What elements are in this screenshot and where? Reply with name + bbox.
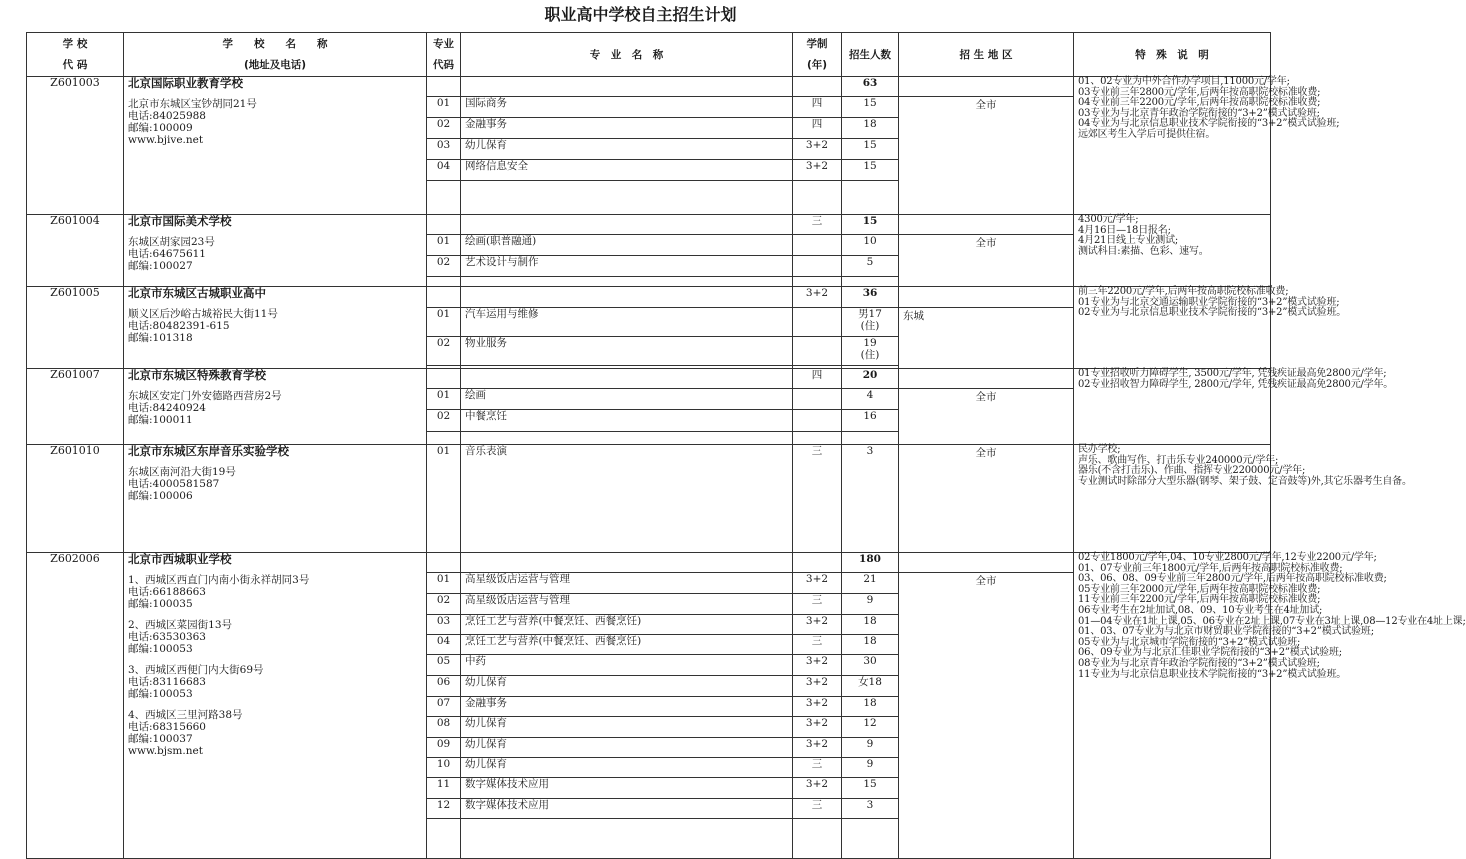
header-school-code: 学 校 代 码 [27,33,124,77]
major-duration: 三 [793,635,842,655]
major-enrollment [842,410,899,432]
major-enrollment [842,235,899,256]
major-duration: 3+2 [793,697,842,717]
school-total-row [27,77,1271,97]
school-address-line: 东城区南河沿大街19号 [128,466,236,478]
school-address-line: 邮编:100037 [128,733,193,745]
note-line: 02专业为与北京信息职业技术学院衔接的“3+2”模式试验班。 [1078,307,1347,319]
region-empty [899,77,1074,97]
major-code: 02 [427,594,461,615]
major-enrollment [842,97,899,118]
major-duration: 3+2 [793,160,842,181]
note-line: 01—04专业在1址上课,05、06专业在2址上课,07专业在3址上课,08—12专业在4址上课; [1078,615,1466,627]
school-address-line: 电话:84025988 [128,110,206,122]
school-address-line: 邮编:100027 [128,260,193,272]
major-code-empty [427,77,461,97]
school-name: 北京国际职业教育学校 [128,76,243,90]
major-duration [793,235,842,256]
major-enrollment [842,445,899,553]
school-notes [1074,215,1271,287]
filler-cell [842,819,899,859]
major-enrollment [842,799,899,819]
major-code: 02 [427,118,461,139]
major-name: 烹饪工艺与营养(中餐烹饪、西餐烹饪) [461,635,793,655]
total-enrollment: 180 [842,553,899,573]
major-code: 04 [427,160,461,181]
school-address-line: 邮编:100053 [128,643,193,655]
school-name: 北京市西城职业学校 [128,552,232,566]
school-address-line: 电话:64675611 [128,248,206,260]
spacer [128,381,422,390]
major-name-empty [461,215,793,235]
school-notes [1074,444,1412,553]
note-line: 11专业为与北京信息职业技术学院衔接的“3+2”模式试验班。 [1078,668,1347,680]
total-enrollment: 63 [842,77,899,97]
total-enrollment: 36 [842,287,899,308]
spacer [128,89,422,98]
major-enrollment [842,676,899,697]
note-line: 04专业前三年2200元/学年,后两年按高职院校标准收费; [1078,97,1321,109]
note-line: 01、02专业为中外合作办学项目,11000元/学年; [1078,76,1290,87]
major-code: 01 [427,97,461,118]
major-code: 03 [427,139,461,160]
major-name-empty [461,553,793,573]
major-code: 02 [427,337,461,366]
major-name: 音乐表演 [461,445,793,553]
enrollment-region: 全市 [899,97,1074,215]
school-address-line: 3、西城区西便门内大街69号 [128,664,264,676]
major-duration: 三 [793,445,842,553]
filler-cell [427,819,461,859]
header-notes: 特 殊 说 明 [1074,33,1271,77]
note-line: 测试科目:素描、色彩、速写。 [1078,245,1209,257]
major-code: 01 [427,235,461,256]
major-name: 绘画 [461,389,793,410]
major-enrollment [842,573,899,594]
spacer [128,299,422,308]
spacer [128,610,422,619]
major-name: 绘画(职普融通) [461,235,793,256]
enrollment-count: 15 [863,97,877,109]
school-address-line: 电话:84240924 [128,402,206,414]
major-name: 幼儿保育 [461,139,793,160]
major-code: 10 [427,758,461,778]
major-duration: 3+2 [793,655,842,676]
enrollment-count: 4 [866,389,874,401]
school-address-line: 4、西城区三里河路38号 [128,709,243,721]
note-line: 专业测试时除部分大型乐器(钢琴、架子鼓、定音鼓等)外,其它乐器考生自备。 [1078,475,1412,487]
enrollment-count: 15 [863,160,877,172]
major-enrollment [842,389,899,410]
filler-cell [842,432,899,445]
filler-cell [842,277,899,287]
major-duration: 3+2 [793,738,842,758]
note-line: 民办学校; [1078,444,1121,455]
major-enrollment [842,655,899,676]
school-code: Z601004 [27,215,124,287]
major-code-empty [427,553,461,573]
major-enrollment [842,635,899,655]
major-code: 01 [427,573,461,594]
total-enrollment: 15 [842,215,899,235]
major-duration: 3+2 [793,676,842,697]
enrollment-count: 9 [866,594,874,606]
major-enrollment [842,337,899,366]
major-code: 03 [427,615,461,635]
note-line: 01、03、07专业为与北京市财贸职业学院衔接的“3+2”模式试验班; [1078,626,1374,638]
major-name: 中药 [461,655,793,676]
boarding-note: (住) [860,320,880,332]
note-line: 04专业为与北京信息职业技术学院衔接的“3+2”模式试验班; [1078,118,1340,130]
school-address-line: 邮编:101318 [128,332,193,344]
note-line: 11专业前三年2200元/学年,后两年按高职院校标准收费; [1078,594,1321,606]
note-line: 06、09专业为与北京汇佳职业学院衔接的“3+2”模式试验班; [1078,647,1342,659]
school-code: Z601003 [27,77,124,215]
major-code: 12 [427,799,461,819]
major-duration: 3+2 [793,573,842,594]
school-address-line: 电话:63530363 [128,631,206,643]
major-duration [793,256,842,277]
school-address-line: 邮编:100011 [128,414,193,426]
note-line: 03专业为与北京青年政治学院衔接的“3+2”模式试验班; [1078,107,1320,119]
region-empty [899,553,1074,573]
school-name: 北京市东城区古城职业高中 [128,286,266,300]
total-duration [793,553,842,573]
major-duration [793,410,842,432]
filler-cell [427,432,461,445]
school-total-row [27,287,1271,308]
major-name: 金融事务 [461,697,793,717]
note-line: 06专业考生在2址加试,08、09、10专业考生在4址加试; [1078,604,1323,616]
major-duration: 3+2 [793,139,842,160]
enrollment-count: 18 [863,697,877,709]
header-enrollment: 招生人数 [842,33,899,77]
major-enrollment [842,308,899,337]
school-address-line: 北京市东城区宝钞胡同21号 [128,98,257,110]
enrollment-count: 16 [863,410,877,422]
enrollment-count: 18 [863,635,877,647]
school-address-line: 顺义区后沙峪古城裕民大街11号 [128,308,278,320]
note-line: 4月16日—18日报名; [1078,224,1171,236]
school-address-line: 电话:4000581587 [128,478,220,490]
total-duration: 四 [793,369,842,389]
major-name: 幼儿保育 [461,717,793,738]
major-duration: 3+2 [793,615,842,635]
enrollment-count: 18 [863,118,877,130]
note-line: 声乐、歌曲写作、打击乐专业240000元/学年; [1078,454,1279,466]
school-info [124,287,427,369]
major-code: 01 [427,445,461,553]
total-enrollment: 20 [842,369,899,389]
spacer [128,655,422,664]
enrollment-region: 东城 [899,308,1074,369]
enrollment-count: 30 [863,655,877,667]
filler-cell [461,277,793,287]
school-address-line: 邮编:100053 [128,688,193,700]
major-enrollment [842,139,899,160]
spacer [128,565,422,574]
major-enrollment [842,778,899,799]
header-region: 招 生 地 区 [899,33,1074,77]
school-notes [1074,76,1340,215]
major-enrollment [842,717,899,738]
major-code-empty [427,369,461,389]
enrollment-region: 全市 [899,389,1074,445]
table-header-row [27,33,1271,77]
filler-cell [793,819,842,859]
major-enrollment [842,615,899,635]
major-duration: 三 [793,594,842,615]
spacer [128,457,422,466]
major-name-empty [461,287,793,308]
major-code: 01 [427,389,461,410]
school-total-row [27,369,1271,389]
major-enrollment [842,758,899,778]
major-name: 数字媒体技术应用 [461,778,793,799]
school-info [124,553,427,859]
enrollment-count: 10 [863,235,877,247]
header-major-name: 专 业 名 称 [461,33,793,77]
school-name: 北京市东城区特殊教育学校 [128,368,266,382]
spacer [128,700,422,709]
school-code: Z601010 [27,445,124,553]
header-duration: 学制 (年) [793,33,842,77]
major-duration: 3+2 [793,778,842,799]
school-info [124,445,427,553]
filler-cell [793,277,842,287]
major-duration: 三 [793,758,842,778]
filler-cell [427,181,461,215]
filler-cell [461,819,793,859]
major-duration: 四 [793,97,842,118]
total-duration: 3+2 [793,287,842,308]
school-name: 北京市东城区东岸音乐实验学校 [128,444,289,458]
school-code: Z601005 [27,287,124,369]
major-code: 02 [427,256,461,277]
school-code: Z602006 [27,553,124,859]
major-name: 数字媒体技术应用 [461,799,793,819]
total-duration: 三 [793,215,842,235]
major-name: 高星级饭店运营与管理 [461,573,793,594]
note-line: 前三年2200元/学年,后两年按高职院校标准收费; [1078,286,1289,297]
major-name: 国际商务 [461,97,793,118]
note-line: 02专业招收智力障碍学生, 2800元/学年, 凭残疾证最高免2800元/学年。 [1078,378,1394,390]
school-address-line: 东城区安定门外安德路西营房2号 [128,390,282,402]
enrollment-count: 3 [866,445,874,457]
school-address-line: 2、西城区菜园街13号 [128,619,233,631]
filler-cell [461,432,793,445]
major-code: 11 [427,778,461,799]
note-line: 01专业招收听力障碍学生, 3500元/学年, 凭残疾证最高免2800元/学年; [1078,368,1387,379]
school-info [124,369,427,445]
major-duration: 三 [793,799,842,819]
major-name: 烹饪工艺与营养(中餐烹饪、西餐烹饪) [461,615,793,635]
enrollment-plan-table [26,32,1466,859]
school-address-line: 东城区胡家园23号 [128,236,215,248]
school-name: 北京市国际美术学校 [128,214,232,228]
region-empty [899,287,1074,308]
major-duration [793,308,842,337]
major-code: 04 [427,635,461,655]
enrollment-region: 全市 [899,235,1074,287]
enrollment-count: 女18 [858,676,882,688]
school-address-line: 邮编:100009 [128,122,193,134]
enrollment-region: 全市 [899,573,1074,859]
major-code-empty [427,215,461,235]
spacer [128,227,422,236]
enrollment-count: 15 [863,778,877,790]
school-address-line: 1、西城区西直门内南小街永祥胡同3号 [128,574,310,586]
school-address-line: 电话:66188663 [128,586,206,598]
filler-cell [793,432,842,445]
school-address-line: 邮编:100035 [128,598,193,610]
filler-cell [842,181,899,215]
total-duration [793,77,842,97]
school-address-line: 邮编:100006 [128,490,193,502]
major-enrollment [842,256,899,277]
note-line: 01专业为与北京交通运输职业学院衔接的“3+2”模式试验班; [1078,296,1340,308]
major-code: 08 [427,717,461,738]
filler-cell [461,181,793,215]
enrollment-count: 9 [866,758,874,770]
school-notes [1074,552,1466,859]
page-title: 职业高中学校自主招生计划 [544,5,737,24]
enrollment-count: 21 [863,573,877,585]
note-line: 远郊区考生入学后可提供住宿。 [1078,128,1216,140]
enrollment-count: 3 [866,799,874,811]
enrollment-count: 男17 [858,308,882,320]
major-name: 汽车运用与维修 [461,308,793,337]
major-name: 幼儿保育 [461,738,793,758]
major-name: 高星级饭店运营与管理 [461,594,793,615]
major-name: 幼儿保育 [461,676,793,697]
note-line: 08专业为与北京青年政治学院衔接的“3+2”模式试验班; [1078,657,1320,669]
enrollment-count: 15 [863,139,877,151]
major-code: 06 [427,676,461,697]
enrollment-region: 全市 [899,445,1074,553]
major-duration [793,337,842,366]
major-name-empty [461,77,793,97]
major-duration [793,389,842,410]
note-line: 4300元/学年; [1078,214,1139,225]
school-notes [1074,368,1394,445]
school-notes [1074,286,1347,369]
major-name: 艺术设计与制作 [461,256,793,277]
major-duration: 四 [793,118,842,139]
enrollment-count: 5 [866,256,874,268]
school-website: www.bjive.net [128,134,204,146]
school-info [124,215,427,287]
note-line: 01、07专业前三年1800元/学年,后两年按高职院校标准收费; [1078,562,1343,574]
header-major-code: 专业 代码 [427,33,461,77]
school-info [124,77,427,215]
note-line: 器乐(不含打击乐)、作曲、指挥专业220000元/学年; [1078,465,1306,477]
school-address-line: 电话:83116683 [128,676,206,688]
note-line: 05专业前三年2000元/学年,后两年按高职院校标准收费; [1078,583,1321,595]
major-name-empty [461,369,793,389]
major-enrollment [842,697,899,717]
note-line: 03、06、08、09专业前三年2800元/学年,后两年按高职院校标准收费; [1078,573,1387,585]
region-empty [899,215,1074,235]
school-total-row [27,553,1271,573]
major-code: 05 [427,655,461,676]
enrollment-count: 18 [863,615,877,627]
major-code: 09 [427,738,461,758]
note-line: 4月21日线上专业测试; [1078,235,1179,247]
enrollment-count: 19 [863,337,877,349]
major-name: 物业服务 [461,337,793,366]
major-name: 中餐烹饪 [461,410,793,432]
major-row [27,445,1271,553]
note-line: 05专业为与北京城市学院衔接的“3+2”模式试验班; [1078,636,1301,648]
school-address-line: 电话:68315660 [128,721,206,733]
filler-cell [427,277,461,287]
major-code: 02 [427,410,461,432]
note-line: 03专业前三年2800元/学年,后两年按高职院校标准收费; [1078,86,1321,98]
enrollment-count: 12 [863,717,877,729]
school-total-row [27,215,1271,235]
enrollment-count: 9 [866,738,874,750]
header-school-name: 学 校 名 称 (地址及电话) [124,33,427,77]
major-enrollment [842,738,899,758]
major-name: 幼儿保育 [461,758,793,778]
major-code-empty [427,287,461,308]
note-line: 02专业1800元/学年,04、10专业2800元/学年,12专业2200元/学年; [1078,552,1377,563]
major-enrollment [842,118,899,139]
major-code: 07 [427,697,461,717]
major-enrollment [842,594,899,615]
major-enrollment [842,160,899,181]
major-code: 01 [427,308,461,337]
major-duration: 3+2 [793,717,842,738]
major-name: 网络信息安全 [461,160,793,181]
region-empty [899,369,1074,389]
boarding-note: (住) [860,349,880,361]
major-name: 金融事务 [461,118,793,139]
filler-cell [793,181,842,215]
school-address-line: 电话:80482391-615 [128,320,230,332]
school-code: Z601007 [27,369,124,445]
school-website: www.bjsm.net [128,745,203,757]
